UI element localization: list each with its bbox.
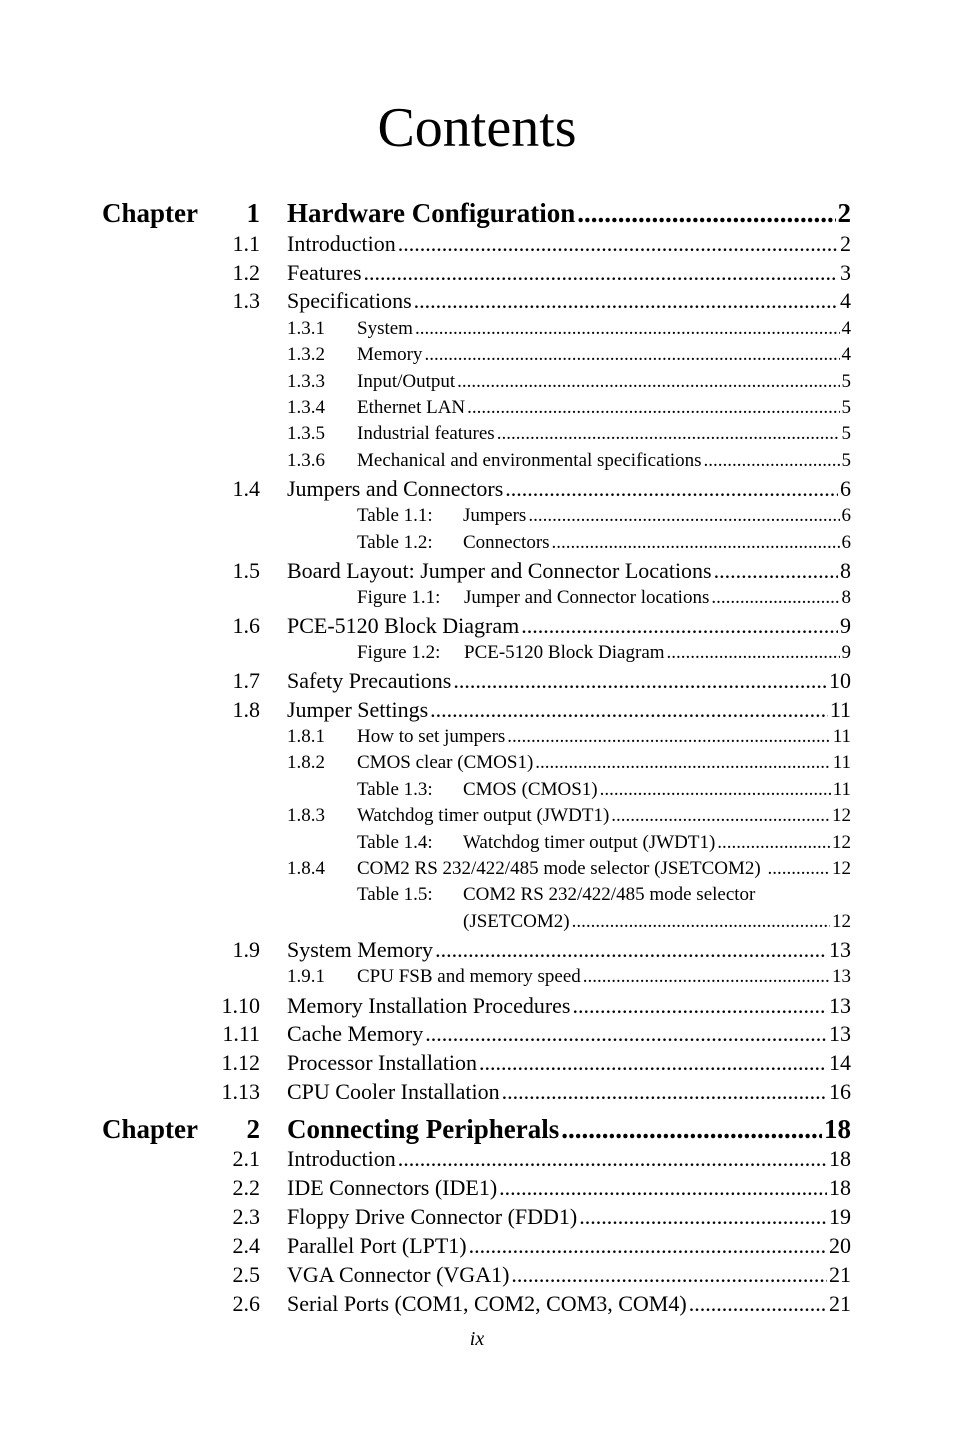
- toc-entry-title: Watchdog timer output (JWDT1): [357, 805, 610, 826]
- toc-entry-number: 1.13: [221, 1079, 260, 1104]
- dot-leader: [499, 1175, 827, 1201]
- toc-entry-line: [287, 231, 851, 257]
- dot-leader: [521, 613, 838, 639]
- toc-entry-number: 1.3.2: [287, 344, 325, 365]
- toc-entry-number: 1.3.5: [287, 423, 325, 444]
- toc-entry-title: System Memory: [287, 937, 434, 962]
- toc-entry-number: Table 1.4:: [357, 832, 433, 853]
- chapter-title-line: [287, 1114, 851, 1145]
- toc-entry-page-number: 12: [832, 911, 851, 932]
- toc-entry-line: [287, 993, 851, 1019]
- toc-entry-page-number: 14: [829, 1050, 851, 1075]
- toc-entry-title: Mechanical and environmental specifications: [357, 450, 702, 471]
- toc-entry-line: [287, 1079, 851, 1105]
- dot-leader: [717, 832, 830, 854]
- toc-entry-title: (JSETCOM2): [463, 911, 570, 932]
- toc-entry-line: [287, 288, 851, 314]
- toc-entry-line: [357, 423, 851, 445]
- chapter-title: Hardware Configuration: [287, 198, 576, 228]
- toc-entry-title: System: [357, 318, 413, 339]
- toc-entry-line: [464, 587, 851, 609]
- dot-leader: [502, 1079, 827, 1105]
- toc-entry-number: 1.1: [232, 231, 260, 256]
- toc-entry-number: 1.8: [232, 697, 260, 722]
- toc-entry-number: 1.8.3: [287, 805, 325, 826]
- toc-entry-line: [287, 1050, 851, 1076]
- dot-leader: [583, 966, 830, 988]
- dot-leader: [561, 1114, 822, 1145]
- chapter-number: 2: [246, 1114, 260, 1144]
- toc-entry-number: Figure 1.2:: [357, 642, 441, 663]
- toc-entry-page-number: 11: [829, 697, 851, 722]
- toc-entry-page-number: 13: [829, 1021, 851, 1046]
- chapter-title-line: [287, 198, 851, 229]
- dot-leader: [577, 198, 835, 229]
- toc-entry-number: 2.2: [232, 1175, 260, 1200]
- dot-leader: [430, 697, 828, 723]
- toc-entry-page-number: 18: [829, 1175, 851, 1200]
- dot-leader: [611, 805, 830, 827]
- toc-entry-number: 1.7: [232, 668, 260, 693]
- dot-leader: [711, 587, 839, 609]
- page-title: Contents: [377, 97, 577, 159]
- toc-entry-title: CMOS clear (CMOS1): [357, 752, 534, 773]
- dot-leader: [689, 1291, 827, 1317]
- toc-entry-line: [287, 1021, 851, 1047]
- chapter-page-number: 2: [837, 198, 851, 228]
- toc-entry-title: Parallel Port (LPT1): [287, 1233, 467, 1258]
- toc-entry-line: [287, 260, 851, 286]
- dot-leader: [667, 642, 840, 664]
- toc-entry-number: 1.11: [222, 1021, 260, 1046]
- toc-entry-page-number: 16: [829, 1079, 851, 1104]
- toc-entry-line: [357, 318, 851, 340]
- toc-entry-page-number: 2: [840, 231, 851, 256]
- dot-leader: [479, 1050, 827, 1076]
- toc-entry-title: Jumper Settings: [287, 697, 429, 722]
- toc-entry-number: 2.3: [232, 1204, 260, 1229]
- toc-entry-number: 1.12: [221, 1050, 260, 1075]
- toc-entry-line: [287, 1262, 851, 1288]
- dot-leader: [425, 1021, 827, 1047]
- toc-entry-line: [357, 371, 851, 393]
- toc-entry-number: 1.6: [232, 613, 260, 638]
- toc-entry-line: [357, 397, 851, 419]
- dot-leader: [579, 1204, 827, 1230]
- dot-leader: [364, 260, 838, 286]
- toc-entry-line: [287, 1233, 851, 1259]
- toc-entry-number: 1.3.3: [287, 371, 325, 392]
- chapter-label: Chapter: [102, 198, 198, 228]
- toc-entry-title: Jumpers: [463, 505, 527, 526]
- toc-entry-title: Safety Precautions: [287, 668, 452, 693]
- toc-entry-title: PCE-5120 Block Diagram: [287, 613, 520, 638]
- toc-entry-line: [463, 911, 851, 933]
- dot-leader: [505, 476, 838, 502]
- toc-entry-title: PCE-5120 Block Diagram: [464, 642, 665, 663]
- toc-entry-page-number: 11: [832, 752, 851, 773]
- toc-entry-title: Input/Output: [357, 371, 456, 392]
- dot-leader: [535, 752, 830, 774]
- toc-entry-page-number: 12: [832, 805, 851, 826]
- chapter-page-number: 18: [824, 1114, 851, 1144]
- toc-entry-line: [287, 558, 851, 584]
- toc-entry-line: [287, 476, 851, 502]
- toc-entry-page-number: 4: [840, 288, 851, 313]
- chapter-number: 1: [246, 198, 260, 228]
- toc-entry-line: [287, 1204, 851, 1230]
- dot-leader: [469, 1233, 827, 1259]
- chapter-title: Connecting Peripherals: [287, 1114, 560, 1144]
- toc-entry-line: [287, 1175, 851, 1201]
- toc-entry-number: Table 1.2:: [357, 532, 433, 553]
- chapter-label: Chapter: [102, 1114, 198, 1144]
- toc-entry-number: 2.1: [232, 1146, 260, 1171]
- toc-entry-page-number: 13: [832, 966, 851, 987]
- toc-entry-page-number: 9: [840, 613, 851, 638]
- toc-entry-title: Processor Installation: [287, 1050, 478, 1075]
- toc-entry-title: COM2 RS 232/422/485 mode selector: [463, 884, 756, 905]
- dot-leader: [704, 450, 840, 472]
- toc-entry-page-number: 21: [829, 1262, 851, 1287]
- toc-entry-line: [357, 805, 851, 827]
- toc-entry-page-number: 10: [829, 668, 851, 693]
- dot-leader: [600, 779, 831, 801]
- toc-entry-page-number: 4: [841, 318, 851, 339]
- toc-entry-title: Jumper and Connector locations: [464, 587, 710, 608]
- toc-entry-page-number: 6: [841, 505, 851, 526]
- toc-entry-title: Features: [287, 260, 362, 285]
- toc-entry-page-number: 4: [841, 344, 851, 365]
- toc-entry-number: 1.3.1: [287, 318, 325, 339]
- toc-entry-line: [287, 1146, 851, 1172]
- dot-leader: [572, 911, 830, 933]
- toc-entry-line: [357, 858, 851, 880]
- toc-entry-title: Watchdog timer output (JWDT1): [463, 832, 716, 853]
- toc-entry-page-number: 8: [841, 587, 851, 608]
- toc-entry-number: 2.5: [232, 1262, 260, 1287]
- toc-entry-page-number: 3: [840, 260, 851, 285]
- toc-entry-page-number: 6: [840, 476, 851, 501]
- toc-entry-page-number: 20: [829, 1233, 851, 1258]
- toc-entry-line: [287, 613, 851, 639]
- toc-entry-line: [464, 642, 851, 664]
- toc-entry-number: 1.8.4: [287, 858, 325, 879]
- toc-entry-page-number: 5: [841, 371, 851, 392]
- toc-entry-title: CMOS (CMOS1): [463, 779, 598, 800]
- toc-entry-number: 1.3.4: [287, 397, 325, 418]
- toc-entry-page-number: 12: [832, 858, 851, 879]
- dot-leader: [507, 726, 830, 748]
- dot-leader: [398, 1146, 827, 1172]
- dot-leader: [453, 668, 827, 694]
- toc-entry-title: Floppy Drive Connector (FDD1): [287, 1204, 578, 1229]
- toc-entry-line: [357, 752, 851, 774]
- toc-entry-title: Ethernet LAN: [357, 397, 466, 418]
- toc-entry-title: Connectors: [463, 532, 550, 553]
- toc-entry-page-number: 9: [841, 642, 851, 663]
- page-number: ix: [469, 1328, 485, 1350]
- toc-entry-line: [463, 779, 851, 801]
- dot-leader: [424, 344, 839, 366]
- dot-leader: [768, 858, 831, 880]
- toc-entry-page-number: 13: [829, 937, 851, 962]
- toc-entry-page-number: 8: [840, 558, 851, 583]
- toc-entry-number: 1.3: [232, 288, 260, 313]
- toc-entry-title: Memory Installation Procedures: [287, 993, 571, 1018]
- toc-entry-line: [357, 726, 851, 748]
- dot-leader: [714, 558, 838, 584]
- toc-entry-title: COM2 RS 232/422/485 mode selector (JSETCOM2): [357, 858, 766, 879]
- dot-leader: [415, 318, 840, 340]
- toc-entry-number: 1.3.6: [287, 450, 325, 471]
- dot-leader: [511, 1262, 827, 1288]
- dot-leader: [552, 532, 840, 554]
- toc-entry-title: Introduction: [287, 231, 396, 256]
- toc-entry-page-number: 21: [829, 1291, 851, 1316]
- toc-entry-page-number: 11: [832, 726, 851, 747]
- toc-entry-title: CPU Cooler Installation: [287, 1079, 500, 1104]
- toc-entry-line: [357, 966, 851, 988]
- toc-entry-number: Table 1.1:: [357, 505, 433, 526]
- toc-entry-number: Table 1.5:: [357, 884, 433, 905]
- toc-entry-line: [463, 832, 851, 854]
- toc-entry-line: [463, 532, 851, 554]
- toc-entry-title: Industrial features: [357, 423, 495, 444]
- toc-entry-number: 1.5: [232, 558, 260, 583]
- dot-leader: [467, 397, 839, 419]
- toc-entry-page-number: 6: [841, 532, 851, 553]
- toc-entry-page-number: 18: [829, 1146, 851, 1171]
- toc-entry-number: Figure 1.1:: [357, 587, 441, 608]
- dot-leader: [457, 371, 839, 393]
- toc-entry-page-number: 12: [832, 832, 851, 853]
- toc-entry-page-number: 13: [829, 993, 851, 1018]
- toc-entry-page-number: 5: [841, 450, 851, 471]
- toc-entry-title: Board Layout: Jumper and Connector Locations: [287, 558, 712, 583]
- toc-entry-title: Introduction: [287, 1146, 396, 1171]
- toc-entry-page-number: 5: [841, 397, 851, 418]
- toc-entry-page-number: 11: [832, 779, 851, 800]
- toc-entry-title: Specifications: [287, 288, 412, 313]
- toc-entry-number: 1.10: [221, 993, 260, 1018]
- toc-entry-title: Jumpers and Connectors: [287, 476, 504, 501]
- toc-entry-number: 1.9.1: [287, 966, 325, 987]
- toc-entry-title: Cache Memory: [287, 1021, 424, 1046]
- toc-entry-title: IDE Connectors (IDE1): [287, 1175, 498, 1200]
- dot-leader: [528, 505, 839, 527]
- toc-entry-page-number: 5: [841, 423, 851, 444]
- toc-entry-number: 1.4: [232, 476, 260, 501]
- toc-entry-title: VGA Connector (VGA1): [287, 1262, 510, 1287]
- dot-leader: [414, 288, 838, 314]
- toc-entry-number: 1.8.1: [287, 726, 325, 747]
- toc-entry-title: CPU FSB and memory speed: [357, 966, 581, 987]
- dot-leader: [398, 231, 838, 257]
- toc-entry-line: [287, 697, 851, 723]
- dot-leader: [497, 423, 840, 445]
- toc-entry-title: Serial Ports (COM1, COM2, COM3, COM4): [287, 1291, 687, 1316]
- toc-entry-line: [357, 450, 851, 472]
- toc-entry-title: How to set jumpers: [357, 726, 506, 747]
- toc-entry-line: [287, 668, 851, 694]
- toc-entry-page-number: 19: [829, 1204, 851, 1229]
- dot-leader: [435, 937, 827, 963]
- toc-entry-number: 1.9: [232, 937, 260, 962]
- toc-entry-number: Table 1.3:: [357, 779, 433, 800]
- toc-entry-line: [463, 505, 851, 527]
- toc-entry-line: [287, 937, 851, 963]
- toc-entry-line: [357, 344, 851, 366]
- toc-entry-number: 1.8.2: [287, 752, 325, 773]
- toc-entry-number: 2.6: [232, 1291, 260, 1316]
- dot-leader: [573, 993, 828, 1019]
- toc-entry-number: 1.2: [232, 260, 260, 285]
- toc-entry-number: 2.4: [232, 1233, 260, 1258]
- toc-entry-line: [287, 1291, 851, 1317]
- toc-entry-title: Memory: [357, 344, 423, 365]
